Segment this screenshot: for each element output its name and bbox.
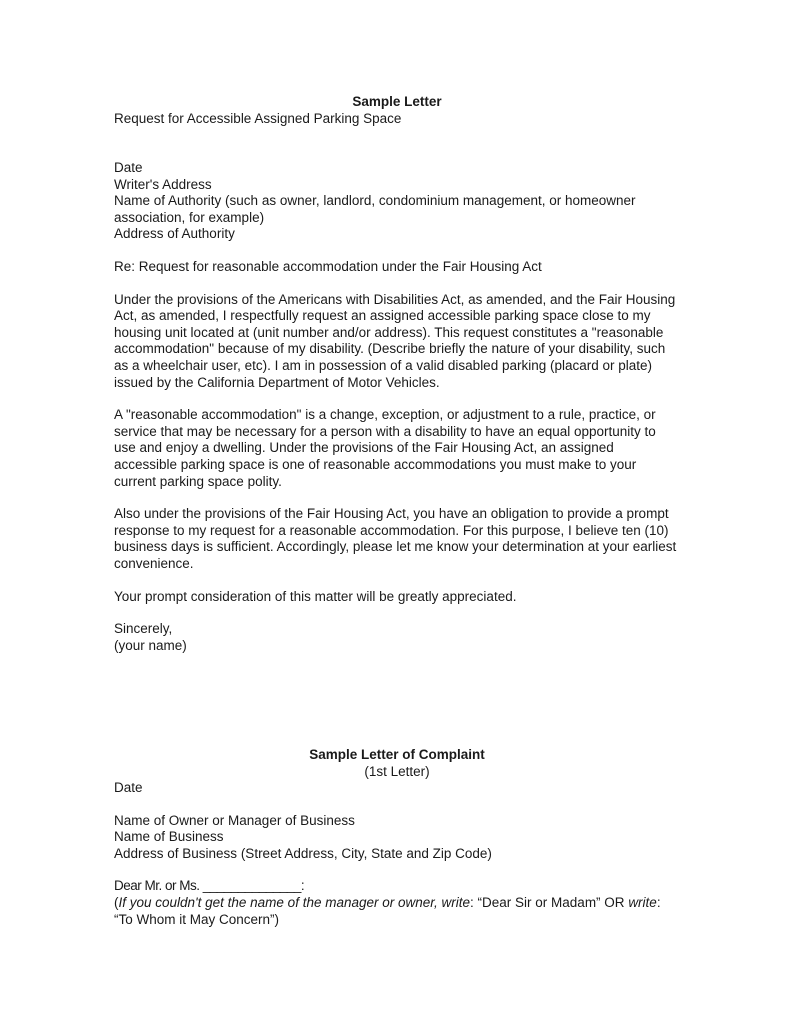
- salutation-note-italic-two: write: [628, 894, 657, 910]
- letter-two-title: Sample Letter of Complaint: [309, 747, 485, 762]
- letter-one-date-line: Date: [114, 160, 143, 176]
- spacer: [114, 605, 680, 621]
- letter-one-signature: (your name): [114, 637, 187, 653]
- letter-one-paragraph-1: Under the provisions of the Americans with Disabilities Act, as amended, and the Fair Housing Act, as amended, I respectfully request an assigned accessible parking space close to my housing unit located at (unit number and/or address). This request constitutes a "reasonable accommodation" because of my disability. (Describe briefly the nature of your disability, such as a wheelchair user, etc). I am in possession of a valid disabled parking (placard or plate) issued by the California Department of Motor Vehicles.: [114, 291, 676, 390]
- spacer: [114, 391, 680, 407]
- letter-one-authority-address-line: Address of Authority: [114, 226, 235, 242]
- letter-two-recipient-name-line: Name of Owner or Manager of Business: [114, 812, 355, 828]
- spacer: [114, 490, 680, 506]
- letter-one-subject-line: Request for Accessible Assigned Parking Space: [114, 110, 402, 126]
- letter-one-paragraph-3: Also under the provisions of the Fair Housing Act, you have an obligation to provide a prompt response to my request for a reasonable accommodation. For this purpose, I believe ten (10) business days is sufficient. Accordingly, please let me know your determination at your earliest convenience.: [114, 506, 677, 571]
- letter-one-authority-name-line: Name of Authority (such as owner, landlord, condominium management, or homeowner association, for example): [114, 193, 636, 225]
- letter-one-re-line: Re: Request for reasonable accommodation under the Fair Housing Act: [114, 259, 542, 275]
- letter-one-title: Sample Letter: [352, 94, 442, 109]
- spacer: [114, 276, 680, 292]
- sample-letter-section: [114, 94, 680, 654]
- sample-complaint-letter-section: [114, 747, 680, 928]
- spacer: [114, 862, 680, 878]
- salutation-note-roman-one: : “Dear Sir or Madam” OR: [470, 894, 629, 910]
- letter-one-closing: Sincerely,: [114, 621, 173, 637]
- letter-one-writer-address-line: Writer's Address: [114, 176, 212, 192]
- letter-two-business-address-line: Address of Business (Street Address, City, State and Zip Code): [114, 845, 492, 861]
- letter-two-subtitle: (1st Letter): [364, 763, 430, 779]
- letter-two-business-name-line: Name of Business: [114, 829, 224, 845]
- letter-two-date-line: Date: [114, 780, 143, 795]
- spacer: [114, 243, 680, 259]
- spacer: [114, 127, 680, 160]
- spacer: [114, 573, 680, 589]
- salutation-note-italic-one: If you couldn't get the name of the manager or owner, write: [118, 894, 471, 910]
- letter-one-paragraph-4: Your prompt consideration of this matter will be greatly appreciated.: [114, 588, 517, 604]
- salutation-note-roman-two: : “To Whom it May Concern”): [114, 894, 661, 927]
- letter-two-salutation-note: [114, 895, 680, 928]
- letter-one-paragraph-2: A "reasonable accommodation" is a change, exception, or adjustment to a rule, practice, or service that may be necessary for a person with a disability to have an equal opportunity to use and enjoy a dwelling. Under the provisions of the Fair Housing Act, an assigned accessible parking space is one of reasonable accommodations you must make to your current parking space polity.: [114, 407, 656, 489]
- salutation-note-open-paren: (: [114, 894, 119, 910]
- letter-two-salutation: Dear Mr. or Ms. ______________:: [114, 878, 305, 894]
- spacer: [114, 797, 680, 813]
